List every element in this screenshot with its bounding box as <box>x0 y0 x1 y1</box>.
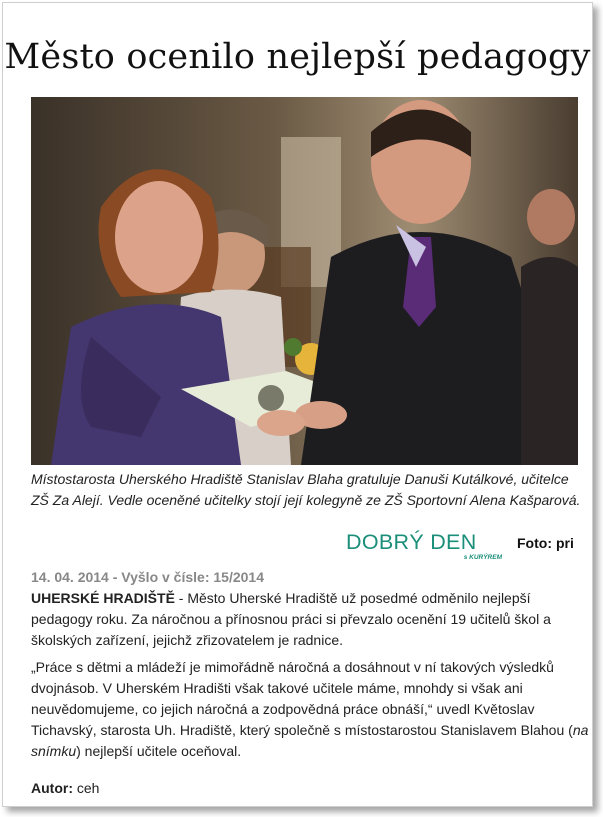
photo-credit-value: pri <box>555 535 574 551</box>
photo-caption: Místostarosta Uherského Hradiště Stanislav Blaha gratuluje Danuši Kutálkové, učitelce ZŠ Za Alejí. Vedle oceněné učitelky stojí její kolegyně ze ZŠ Sportovní Alena Kašparová. <box>31 471 581 508</box>
quote-italic: na snímku <box>31 722 589 759</box>
author-value: ceh <box>76 780 100 796</box>
photo-credit <box>517 535 574 551</box>
article-card <box>2 2 593 807</box>
author-line <box>31 780 99 796</box>
logo-main-text: DOBRÝ DEN <box>346 530 477 554</box>
article-title: Město ocenilo nejlepší pedagogy <box>4 37 591 77</box>
quote-part2: ) nejlepší učitele oceňoval. <box>76 743 242 759</box>
quote-part1: „Práce s dětmi a mládeží je mimořádně náročná a dosáhnout v ní takových výsledků dvojnásob. V Uherském Hradišti však takové učitele máme, mnohdy si však ani neuvědomujeme, co jejich náročná a zodpovědná práce obnáší,“ uvedl Květoslav Tichavský, starosta Uh. Hradiště, který společně s místostarostou Stanislavem Blahou ( <box>31 659 573 738</box>
dobry-den-logo <box>346 530 504 566</box>
logo-sub-text: s KURÝREM <box>463 554 502 561</box>
quote-paragraph <box>31 657 591 762</box>
article-body <box>31 588 591 768</box>
article-meta: 14. 04. 2014 - Vyšlo v čísle: 15/2014 <box>31 569 264 585</box>
photo-credit-label: Foto: <box>517 535 552 551</box>
lead-text: - Město Uherské Hradiště už posedmé odměnilo nejlepší pedagogy roku. Za náročnou a přínosnou práci si převzalo ocenění 19 učitelů škol a školských zařízení, jejichž zřizovatelem je radnice. <box>31 590 551 648</box>
photo-illustration <box>31 97 578 465</box>
article-photo <box>31 97 578 465</box>
lead-paragraph <box>31 588 591 651</box>
author-label: Autor: <box>31 780 73 796</box>
lead-city: UHERSKÉ HRADIŠTĚ <box>31 590 175 606</box>
